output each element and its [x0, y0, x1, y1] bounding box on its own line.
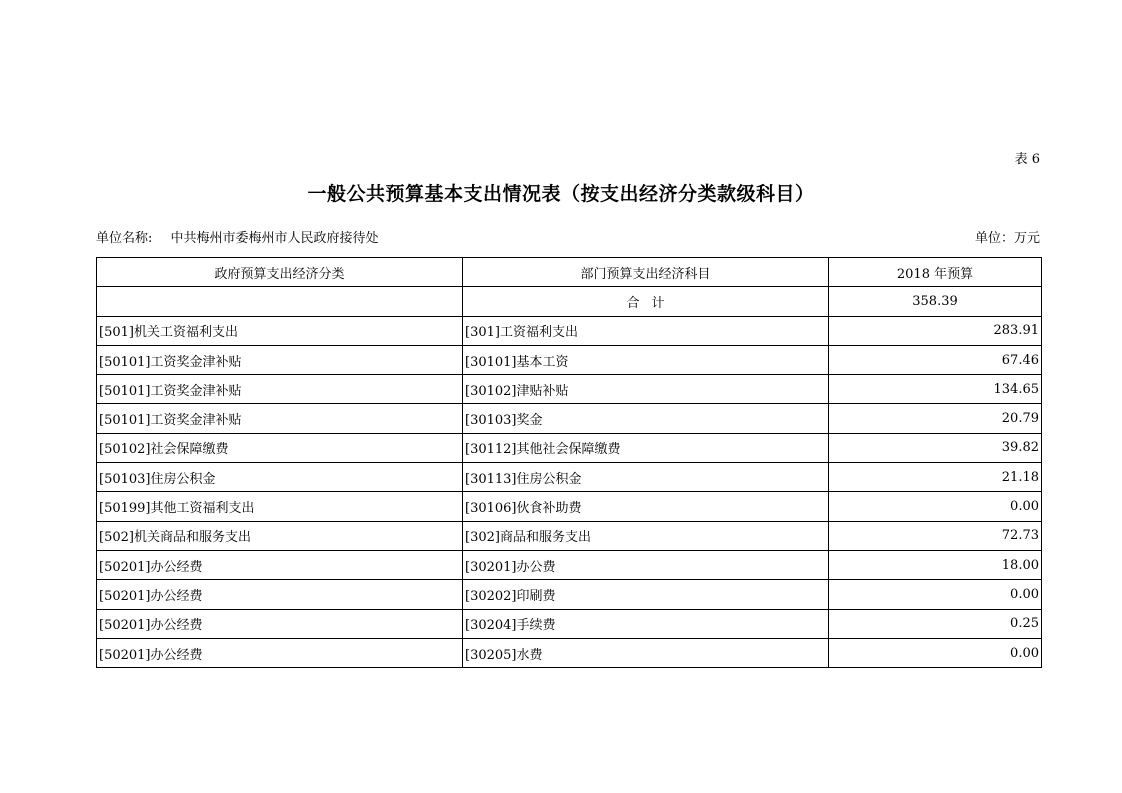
budget-table [96, 257, 1042, 668]
dept-subject-cell: [30102]津贴补贴 [463, 375, 829, 404]
dept-subject-cell: [30103]奖金 [463, 404, 829, 433]
gov-category-cell: [50101]工资奖金津补贴 [97, 375, 463, 404]
gov-category-cell: [50199]其他工资福利支出 [97, 492, 463, 521]
dept-subject-cell: [30204]手续费 [463, 609, 829, 638]
dept-subject-cell: [30205]水费 [463, 638, 829, 667]
header-gov-category: 政府预算支出经济分类 [97, 258, 463, 287]
dept-subject-cell: [302]商品和服务支出 [463, 521, 829, 550]
table-row [97, 521, 1042, 550]
table-row [97, 492, 1042, 521]
org-label: 单位名称: [96, 231, 153, 246]
table-row [97, 580, 1042, 609]
budget-value-cell: 67.46 [829, 345, 1042, 374]
gov-category-cell: [50103]住房公积金 [97, 463, 463, 492]
gov-category-cell: [50101]工资奖金津补贴 [97, 404, 463, 433]
header-budget-2018: 2018 年预算 [829, 258, 1042, 287]
table-number: 表 6 [1014, 152, 1040, 167]
budget-value-cell: 283.91 [829, 316, 1042, 345]
table-row [97, 609, 1042, 638]
budget-value-cell: 18.00 [829, 550, 1042, 579]
table-row [97, 404, 1042, 433]
budget-value-cell: 0.00 [829, 638, 1042, 667]
header-dept-subject: 部门预算支出经济科目 [463, 258, 829, 287]
dept-subject-cell: [30202]印刷费 [463, 580, 829, 609]
document-title: 一般公共预算基本支出情况表（按支出经济分类款级科目） [307, 183, 815, 205]
dept-subject-cell: [30113]住房公积金 [463, 463, 829, 492]
dept-subject-cell: [30106]伙食补助费 [463, 492, 829, 521]
budget-value-cell: 21.18 [829, 463, 1042, 492]
budget-value-cell: 20.79 [829, 404, 1042, 433]
budget-value-cell: 134.65 [829, 375, 1042, 404]
table-row [97, 463, 1042, 492]
total-value: 358.39 [829, 287, 1042, 316]
total-row [97, 287, 1042, 316]
dept-subject-cell: [30101]基本工资 [463, 345, 829, 374]
gov-category-cell: [50101]工资奖金津补贴 [97, 345, 463, 374]
dept-subject-cell: [301]工资福利支出 [463, 316, 829, 345]
header-row [97, 258, 1042, 287]
unit-label: 单位：万元 [974, 231, 1040, 246]
table-body [97, 287, 1042, 668]
table-row [97, 316, 1042, 345]
budget-value-cell: 72.73 [829, 521, 1042, 550]
gov-category-cell: [50201]办公经费 [97, 638, 463, 667]
budget-value-cell: 39.82 [829, 433, 1042, 462]
dept-subject-cell: [30201]办公费 [463, 550, 829, 579]
table-row [97, 550, 1042, 579]
table-row [97, 375, 1042, 404]
total-label: 合计 [626, 295, 677, 311]
budget-value-cell: 0.00 [829, 492, 1042, 521]
gov-category-cell: [50201]办公经费 [97, 580, 463, 609]
budget-value-cell: 0.00 [829, 580, 1042, 609]
total-label-cell [463, 287, 829, 316]
table-row [97, 345, 1042, 374]
gov-category-cell: [502]机关商品和服务支出 [97, 521, 463, 550]
table-row [97, 638, 1042, 667]
org-name: 中共梅州市委梅州市人民政府接待处 [170, 231, 379, 246]
meta-row [96, 227, 1040, 246]
dept-subject-cell: [30112]其他社会保障缴费 [463, 433, 829, 462]
gov-category-cell: [50102]社会保障缴费 [97, 433, 463, 462]
total-empty-cell [97, 287, 463, 316]
table-row [97, 433, 1042, 462]
gov-category-cell: [501]机关工资福利支出 [97, 316, 463, 345]
gov-category-cell: [50201]办公经费 [97, 609, 463, 638]
gov-category-cell: [50201]办公经费 [97, 550, 463, 579]
budget-value-cell: 0.25 [829, 609, 1042, 638]
